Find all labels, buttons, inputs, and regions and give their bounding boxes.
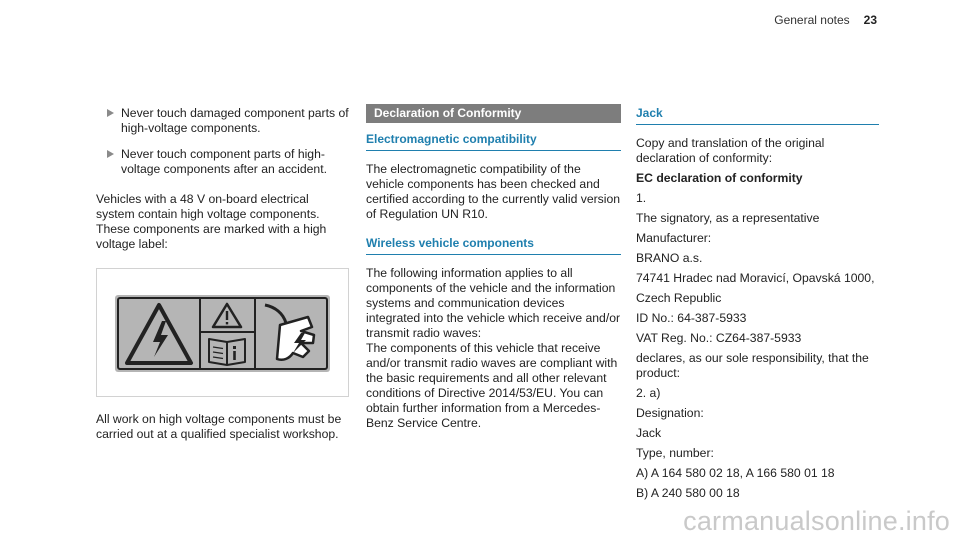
declaration-intro: Copy and translation of the original declaration of conformity: bbox=[636, 136, 825, 165]
ec-declaration-title: EC declaration of conformity bbox=[636, 171, 803, 185]
declaration-line: VAT Reg. No.: CZ64-387-5933 bbox=[636, 331, 802, 345]
emc-paragraph: The electromagnetic compatibility of the vehicle components has been checked and certified according to the currently valid version of Regulation UN R10. bbox=[366, 162, 621, 221]
column-middle bbox=[366, 104, 621, 431]
warning-list bbox=[107, 106, 349, 177]
declaration-line: Jack bbox=[636, 426, 662, 440]
declaration-line: 2. a) bbox=[636, 386, 661, 400]
page-number: 23 bbox=[863, 13, 877, 27]
declaration-line: Type, number: bbox=[636, 446, 714, 460]
emc-heading: Electromagnetic compatibility bbox=[366, 132, 621, 151]
bullet-arrow-icon bbox=[107, 109, 114, 117]
declaration-line: A) A 164 580 02 18, A 166 580 01 18 bbox=[636, 466, 835, 480]
declaration-line: ID No.: 64-387-5933 bbox=[636, 311, 747, 325]
declaration-line: 1. bbox=[636, 191, 647, 205]
column-left bbox=[96, 106, 349, 442]
watermark: carmanualsonline.info bbox=[683, 506, 950, 536]
declaration-line: The signatory, as a representative bbox=[636, 211, 820, 225]
high-voltage-label-figure bbox=[96, 268, 349, 397]
declaration-line: Designation: bbox=[636, 406, 704, 420]
section-title-bar: Declaration of Conformity bbox=[366, 104, 621, 123]
wireless-paragraph-2: The components of this vehicle that receive and/or transmit radio waves are compliant with the basic requirements and all other relevant conditions of Directive 2014/53/EU. You can obtain further information from a Mercedes-Benz Service Centre. bbox=[366, 341, 618, 430]
jack-heading: Jack bbox=[636, 106, 879, 125]
list-item-text: Never touch damaged component parts of high-voltage components. bbox=[121, 106, 349, 135]
declaration-line: Czech Republic bbox=[636, 291, 722, 305]
vehicles-paragraph: Vehicles with a 48 V on-board electrical system contain high voltage components. These components are marked with a high voltage label: bbox=[96, 192, 327, 251]
list-item bbox=[107, 106, 349, 136]
list-item-text: Never touch component parts of high-voltage components after an accident. bbox=[121, 147, 327, 176]
high-voltage-label-image bbox=[115, 295, 330, 372]
declaration-line: Manufacturer: bbox=[636, 231, 712, 245]
page-header bbox=[774, 13, 877, 28]
declaration-line: 74741 Hradec nad Moravicí, Opavská 1000, bbox=[636, 271, 875, 285]
section-name: General notes bbox=[774, 13, 850, 27]
bullet-arrow-icon bbox=[107, 150, 114, 158]
column-right bbox=[636, 106, 879, 506]
wireless-heading: Wireless vehicle components bbox=[366, 236, 621, 255]
declaration-line: declares, as our sole responsibility, that the product: bbox=[636, 351, 869, 380]
wireless-paragraph-1: The following information applies to all components of the vehicle and the information systems and communication devices integrated into the vehicle which receive and/or transmit radio waves: bbox=[366, 266, 621, 340]
declaration-line: B) A 240 580 00 18 bbox=[636, 486, 740, 500]
workshop-paragraph: All work on high voltage components must be carried out at a qualified specialist workshop. bbox=[96, 412, 342, 441]
declaration-line: BRANO a.s. bbox=[636, 251, 703, 265]
list-item bbox=[107, 147, 349, 177]
